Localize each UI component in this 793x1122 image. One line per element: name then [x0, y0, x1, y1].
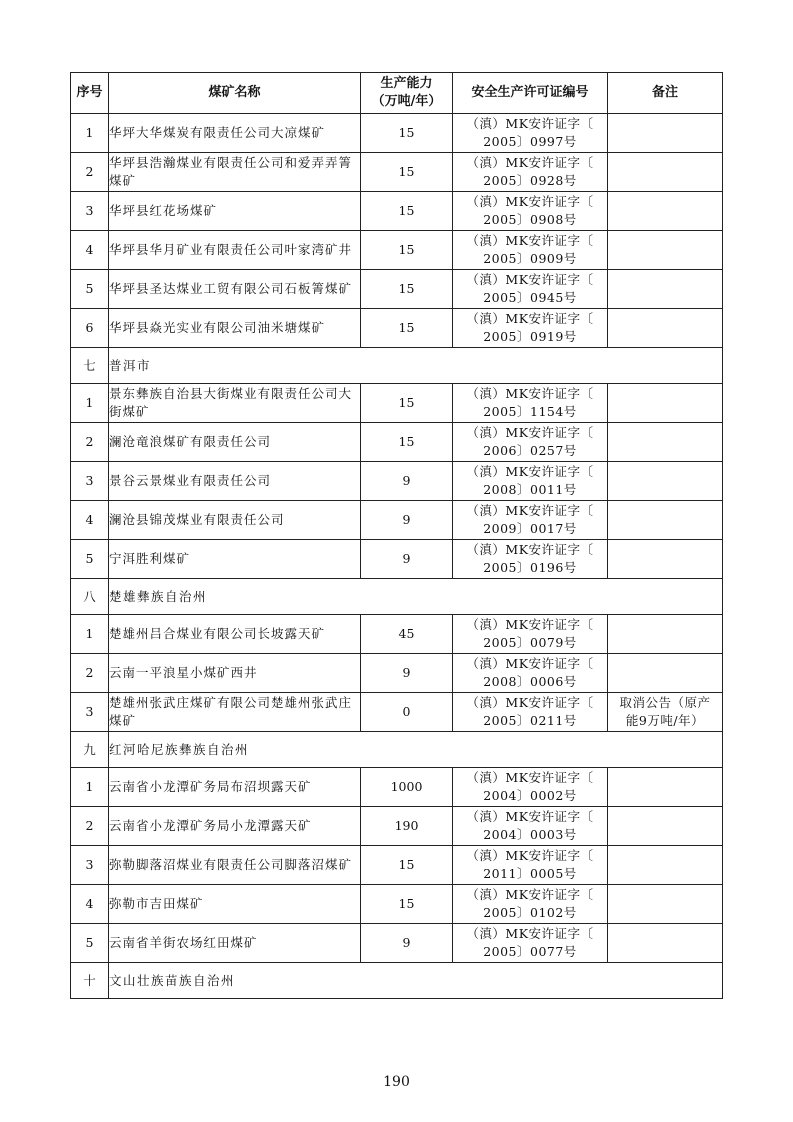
- section-title: 红河哈尼族彝族自治州: [109, 732, 723, 768]
- license-line1: （滇）MK安许证字〔: [466, 233, 594, 248]
- license-line1: （滇）MK安许证字〔: [466, 926, 594, 941]
- license-line2: 2008〕0011号: [483, 482, 577, 497]
- license-line1: （滇）MK安许证字〔: [466, 272, 594, 287]
- table-row: [71, 384, 723, 423]
- license-line2: 2005〕0908号: [483, 212, 577, 227]
- mine-name: 宁洱胜利煤矿: [109, 540, 361, 579]
- table-row: [71, 768, 723, 807]
- section-row: [71, 963, 723, 999]
- row-number: 1: [71, 114, 109, 153]
- production-capacity: 9: [361, 462, 453, 501]
- production-capacity: 9: [361, 540, 453, 579]
- license-number: [453, 384, 608, 423]
- row-number: 5: [71, 540, 109, 579]
- mine-name: 景谷云景煤业有限责任公司: [109, 462, 361, 501]
- production-capacity: 15: [361, 270, 453, 309]
- license-line2: 2005〕0919号: [483, 329, 577, 344]
- page-number: 190: [383, 1074, 410, 1090]
- mine-name: 华坪县焱光实业有限公司油米塘煤矿: [109, 309, 361, 348]
- mine-name: 云南一平浪星小煤矿西井: [109, 654, 361, 693]
- row-number: 2: [71, 807, 109, 846]
- license-number: [453, 924, 608, 963]
- mine-name: 华坪县浩瀚煤业有限责任公司和爱弄弄箐煤矿: [109, 153, 361, 192]
- mine-name: 楚雄州张武庄煤矿有限公司楚雄州张武庄煤矿: [109, 693, 361, 732]
- table-row: [71, 615, 723, 654]
- table-row: [71, 540, 723, 579]
- section-number: 八: [71, 579, 109, 615]
- license-line1: （滇）MK安许证字〔: [466, 464, 594, 479]
- table-row: [71, 885, 723, 924]
- license-line2: 2011〕0005号: [483, 866, 577, 881]
- table-row: [71, 501, 723, 540]
- section-title: 楚雄彝族自治州: [109, 579, 723, 615]
- section-number: 九: [71, 732, 109, 768]
- section-number: 十: [71, 963, 109, 999]
- table-row: [71, 114, 723, 153]
- section-row: [71, 732, 723, 768]
- license-number: [453, 423, 608, 462]
- section-title: 文山壮族苗族自治州: [109, 963, 723, 999]
- header-capacity: [361, 73, 453, 114]
- row-number: 6: [71, 309, 109, 348]
- row-number: 2: [71, 153, 109, 192]
- header-capacity-line2: （万吨/年）: [371, 94, 442, 109]
- row-number: 3: [71, 693, 109, 732]
- note: [608, 615, 723, 654]
- header-name: 煤矿名称: [109, 73, 361, 114]
- row-number: 5: [71, 270, 109, 309]
- production-capacity: 190: [361, 807, 453, 846]
- row-number: 3: [71, 192, 109, 231]
- license-line1: （滇）MK安许证字〔: [466, 194, 594, 209]
- note: [608, 309, 723, 348]
- row-number: 1: [71, 615, 109, 654]
- license-number: [453, 153, 608, 192]
- row-number: 2: [71, 423, 109, 462]
- license-line2: 2004〕0003号: [483, 827, 577, 842]
- license-line2: 2005〕0909号: [483, 251, 577, 266]
- note-line1: 取消公告（原产: [619, 695, 711, 710]
- license-line2: 2005〕0196号: [483, 560, 577, 575]
- license-line1: （滇）MK安许证字〔: [466, 770, 594, 785]
- note: [608, 423, 723, 462]
- license-line1: （滇）MK安许证字〔: [466, 386, 594, 401]
- production-capacity: 15: [361, 192, 453, 231]
- license-line2: 2004〕0002号: [483, 788, 577, 803]
- note: [608, 462, 723, 501]
- header-no: 序号: [71, 73, 109, 114]
- note: [608, 654, 723, 693]
- license-line2: 2005〕0997号: [483, 134, 577, 149]
- note: [608, 501, 723, 540]
- license-number: [453, 885, 608, 924]
- note: [608, 540, 723, 579]
- license-line1: （滇）MK安许证字〔: [466, 311, 594, 326]
- header-capacity-line1: 生产能力: [380, 76, 433, 91]
- license-line1: （滇）MK安许证字〔: [466, 542, 594, 557]
- production-capacity: 15: [361, 423, 453, 462]
- license-number: [453, 270, 608, 309]
- license-number: [453, 114, 608, 153]
- production-capacity: 15: [361, 153, 453, 192]
- license-number: [453, 846, 608, 885]
- note: [608, 192, 723, 231]
- mine-name: 澜沧竜浪煤矿有限责任公司: [109, 423, 361, 462]
- note: [608, 114, 723, 153]
- license-number: [453, 462, 608, 501]
- license-line2: 2009〕0017号: [483, 521, 577, 536]
- note: [608, 231, 723, 270]
- license-line1: （滇）MK安许证字〔: [466, 425, 594, 440]
- license-number: [453, 309, 608, 348]
- production-capacity: 15: [361, 384, 453, 423]
- production-capacity: 15: [361, 885, 453, 924]
- production-capacity: 15: [361, 846, 453, 885]
- note: [608, 924, 723, 963]
- license-line1: （滇）MK安许证字〔: [466, 656, 594, 671]
- mine-name: 楚雄州吕合煤业有限公司长坡露天矿: [109, 615, 361, 654]
- mine-name: 弥勒脚落沼煤业有限责任公司脚落沼煤矿: [109, 846, 361, 885]
- mine-name: 澜沧县锦茂煤业有限责任公司: [109, 501, 361, 540]
- production-capacity: 15: [361, 114, 453, 153]
- table-row: [71, 309, 723, 348]
- row-number: 3: [71, 462, 109, 501]
- table-row: [71, 924, 723, 963]
- production-capacity: 15: [361, 309, 453, 348]
- license-line2: 2005〕0945号: [483, 290, 577, 305]
- note: [608, 807, 723, 846]
- table-body: [71, 114, 723, 999]
- license-line1: （滇）MK安许证字〔: [466, 503, 594, 518]
- mine-name: 弥勒市吉田煤矿: [109, 885, 361, 924]
- license-line1: （滇）MK安许证字〔: [466, 848, 594, 863]
- license-line2: 2005〕0102号: [483, 905, 577, 920]
- note: [608, 270, 723, 309]
- table-row: [71, 270, 723, 309]
- row-number: 3: [71, 846, 109, 885]
- section-title: 普洱市: [109, 348, 723, 384]
- table-row: [71, 462, 723, 501]
- section-row: [71, 348, 723, 384]
- row-number: 4: [71, 501, 109, 540]
- mine-name: 华坪县华月矿业有限责任公司叶家湾矿井: [109, 231, 361, 270]
- table-row: [71, 807, 723, 846]
- row-number: 1: [71, 768, 109, 807]
- row-number: 4: [71, 231, 109, 270]
- table-row: [71, 192, 723, 231]
- license-line2: 2005〕0928号: [483, 173, 577, 188]
- mine-name: 华坪大华煤炭有限责任公司大凉煤矿: [109, 114, 361, 153]
- license-number: [453, 540, 608, 579]
- table-header-row: [71, 73, 723, 114]
- row-number: 2: [71, 654, 109, 693]
- row-number: 5: [71, 924, 109, 963]
- production-capacity: 15: [361, 231, 453, 270]
- license-number: [453, 693, 608, 732]
- mine-name: 华坪县红花场煤矿: [109, 192, 361, 231]
- license-number: [453, 654, 608, 693]
- production-capacity: 45: [361, 615, 453, 654]
- mine-name: 华坪县圣达煤业工贸有限公司石板箐煤矿: [109, 270, 361, 309]
- header-license: 安全生产许可证编号: [453, 73, 608, 114]
- license-line1: （滇）MK安许证字〔: [466, 887, 594, 902]
- row-number: 4: [71, 885, 109, 924]
- production-capacity: 1000: [361, 768, 453, 807]
- coal-mine-table: [70, 72, 723, 999]
- production-capacity: 9: [361, 654, 453, 693]
- section-number: 七: [71, 348, 109, 384]
- license-line2: 2005〕0079号: [483, 635, 577, 650]
- table-row: [71, 693, 723, 732]
- table-row: [71, 846, 723, 885]
- license-number: [453, 807, 608, 846]
- production-capacity: 9: [361, 501, 453, 540]
- license-line1: （滇）MK安许证字〔: [466, 155, 594, 170]
- license-number: [453, 501, 608, 540]
- note: [608, 153, 723, 192]
- license-line1: （滇）MK安许证字〔: [466, 809, 594, 824]
- license-line2: 2008〕0006号: [483, 674, 577, 689]
- note: [608, 693, 723, 732]
- mine-name: 云南省羊街农场红田煤矿: [109, 924, 361, 963]
- note: [608, 885, 723, 924]
- license-number: [453, 192, 608, 231]
- license-line2: 2006〕0257号: [483, 443, 577, 458]
- license-number: [453, 231, 608, 270]
- section-row: [71, 579, 723, 615]
- note: [608, 768, 723, 807]
- mine-name: 景东彝族自治县大街煤业有限责任公司大街煤矿: [109, 384, 361, 423]
- row-number: 1: [71, 384, 109, 423]
- mine-name: 云南省小龙潭矿务局布沼坝露天矿: [109, 768, 361, 807]
- note-line2: 能9万吨/年）: [625, 713, 705, 728]
- table-row: [71, 423, 723, 462]
- table-row: [71, 654, 723, 693]
- license-line1: （滇）MK安许证字〔: [466, 116, 594, 131]
- license-line2: 2005〕1154号: [483, 404, 577, 419]
- production-capacity: 9: [361, 924, 453, 963]
- note: [608, 384, 723, 423]
- license-line1: （滇）MK安许证字〔: [466, 695, 594, 710]
- mine-name: 云南省小龙潭矿务局小龙潭露天矿: [109, 807, 361, 846]
- license-line2: 2005〕0077号: [483, 944, 577, 959]
- license-line2: 2005〕0211号: [483, 713, 577, 728]
- production-capacity: 0: [361, 693, 453, 732]
- note: [608, 846, 723, 885]
- table-row: [71, 231, 723, 270]
- license-number: [453, 615, 608, 654]
- license-number: [453, 768, 608, 807]
- header-note: 备注: [608, 73, 723, 114]
- license-line1: （滇）MK安许证字〔: [466, 617, 594, 632]
- table-row: [71, 153, 723, 192]
